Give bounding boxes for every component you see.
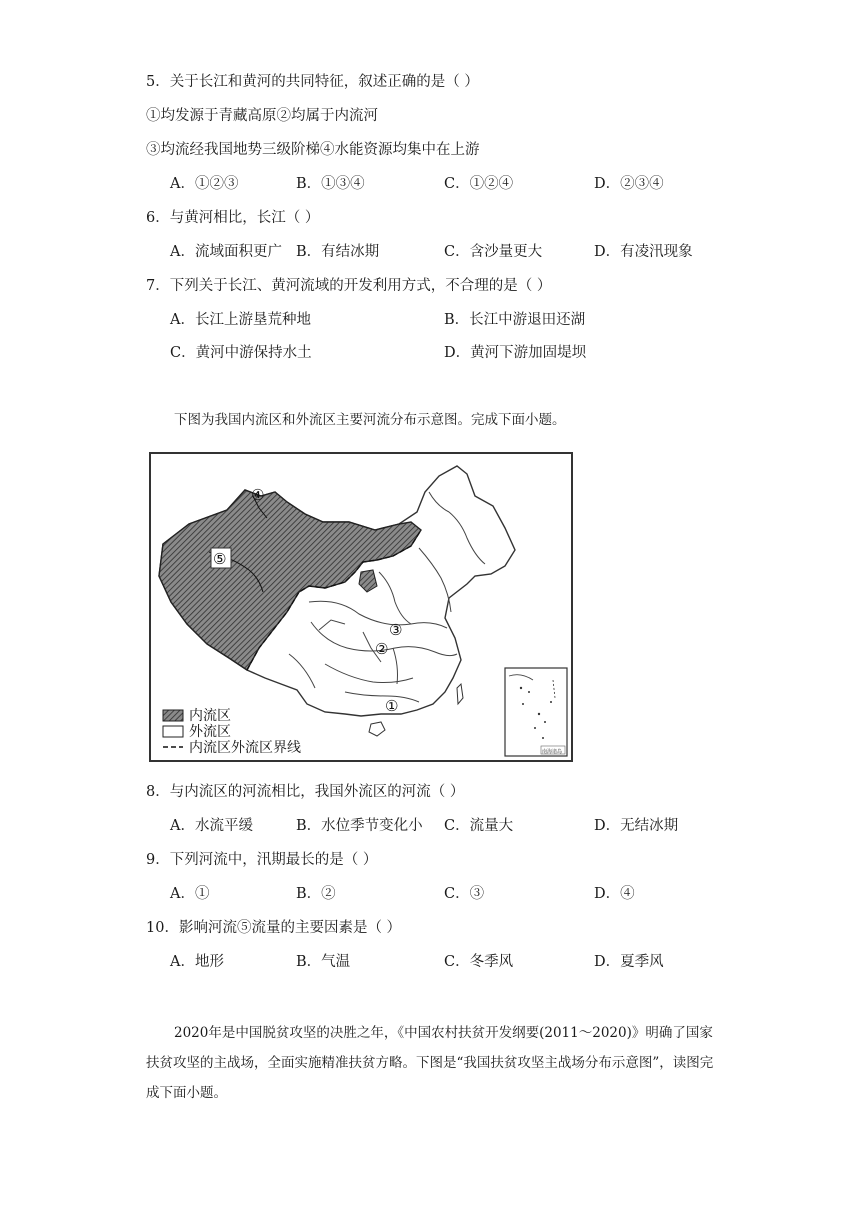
option-b[interactable]: B．气温 — [296, 954, 351, 970]
inset-label: 南海诸岛 — [542, 749, 563, 755]
question-9-stem: 9．下列河流中，汛期最长的是（ ） — [146, 852, 378, 868]
river-map — [149, 452, 573, 762]
option-d[interactable]: D．夏季风 — [594, 954, 664, 970]
option-c[interactable]: C．③ — [444, 886, 485, 902]
marker-2: ② — [375, 640, 389, 658]
question-5-statement-1: ①均发源于青藏高原②均属于内流河 — [146, 108, 378, 124]
option-c[interactable]: C．冬季风 — [444, 954, 514, 970]
option-b[interactable]: B．有结冰期 — [296, 244, 380, 260]
question-7-stem: 7．下列关于长江、黄河流域的开发利用方式，不合理的是（ ） — [146, 278, 552, 294]
marker-3: ③ — [389, 621, 403, 639]
option-b[interactable]: B．② — [296, 886, 336, 902]
option-b[interactable]: B．长江中游退田还湖 — [444, 312, 586, 328]
option-b[interactable]: B．①③④ — [296, 176, 365, 192]
question-5-stem: 5．关于长江和黄河的共同特征，叙述正确的是（ ） — [146, 74, 479, 90]
legend-exterior-swatch — [163, 726, 183, 737]
option-d[interactable]: D．黄河下游加固堤坝 — [444, 345, 587, 361]
option-d[interactable]: D．②③④ — [594, 176, 664, 192]
poverty-intro-text: 2020年是中国脱贫攻坚的决胜之年，《中国农村扶贫开发纲要(2011～2020)》明确了国家扶贫攻坚的主战场，全面实施精准扶贫方略。下图是“我国扶贫攻坚主战场分布示意图”，读图完成下面小题。 — [146, 1025, 714, 1101]
south-china-sea-inset — [505, 668, 567, 756]
option-d[interactable]: D．④ — [594, 886, 635, 902]
option-d[interactable]: D．无结冰期 — [594, 818, 679, 834]
option-a[interactable]: A．水流平缓 — [170, 818, 253, 834]
question-10-stem: 10．影响河流⑤流量的主要因素是（ ） — [146, 920, 402, 936]
marker-5: ⑤ — [213, 550, 227, 568]
question-8-stem: 8．与内流区的河流相比，我国外流区的河流（ ） — [146, 784, 465, 800]
option-b[interactable]: B．水位季节变化小 — [296, 818, 423, 834]
question-6-stem: 6．与黄河相比，长江（ ） — [146, 210, 320, 226]
option-a[interactable]: A．①②③ — [170, 176, 239, 192]
map-intro-text: 下图为我国内流区和外流区主要河流分布示意图。完成下面小题。 — [174, 412, 566, 428]
legend-interior-label: 内流区 — [189, 708, 231, 724]
option-a[interactable]: A．① — [170, 886, 210, 902]
option-a[interactable]: A．地形 — [170, 954, 224, 970]
option-c[interactable]: C．黄河中游保持水土 — [170, 345, 312, 361]
option-c[interactable]: C．含沙量更大 — [444, 244, 543, 260]
option-d[interactable]: D．有凌汛现象 — [594, 244, 693, 260]
legend-interior-swatch — [163, 710, 183, 721]
legend-boundary-label: 内流区外流区界线 — [189, 740, 301, 756]
legend-exterior-label: 外流区 — [189, 724, 231, 740]
option-a[interactable]: A．流域面积更广 — [170, 244, 282, 260]
marker-4: ④ — [251, 486, 265, 504]
option-c[interactable]: C．流量大 — [444, 818, 514, 834]
question-5-statement-2: ③均流经我国地势三级阶梯④水能资源均集中在上游 — [146, 142, 480, 158]
option-c[interactable]: C．①②④ — [444, 176, 514, 192]
option-a[interactable]: A．长江上游垦荒种地 — [170, 312, 311, 328]
marker-1: ① — [385, 697, 399, 715]
